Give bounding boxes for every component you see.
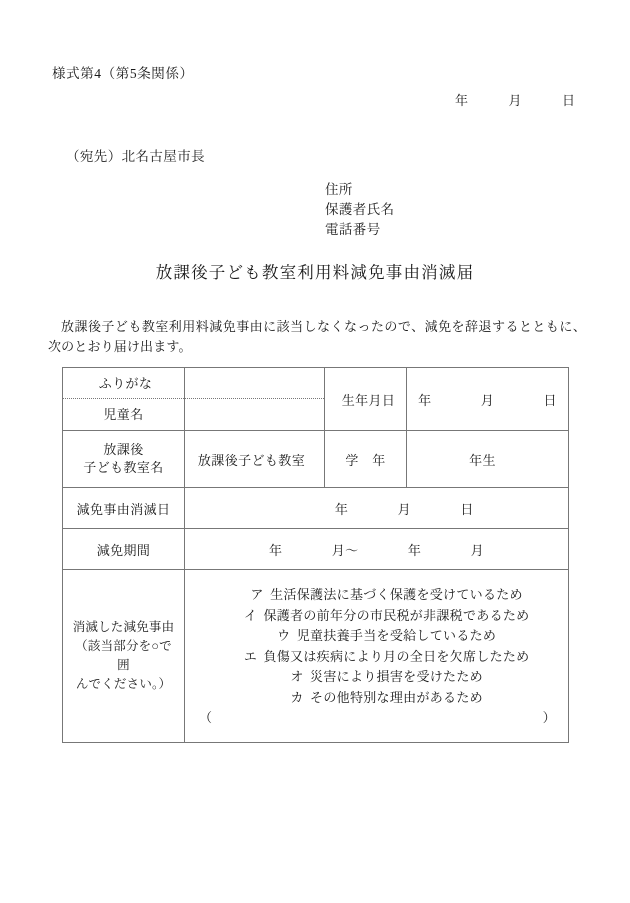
expiry-year-label: 年	[334, 501, 349, 517]
reasons-label-line1: 消滅した減免事由	[72, 620, 175, 634]
period-from-month: 月～	[331, 542, 359, 558]
dob-label: 生年月日	[341, 392, 396, 408]
dob-day-label: 日	[543, 392, 557, 408]
period-to-year: 年	[407, 542, 422, 558]
classroom-value-suffix: 放課後子ども教室	[197, 452, 306, 468]
date-year-label: 年	[455, 93, 469, 108]
expiry-label-cell	[63, 488, 185, 529]
submission-date-line	[455, 90, 575, 109]
phone-label: 電話番号	[325, 222, 381, 237]
dob-year-label: 年	[418, 392, 432, 408]
guardian-name-label: 保護者氏名	[325, 202, 395, 217]
table-row-child	[63, 368, 569, 431]
furigana-label: ふりがな	[63, 368, 184, 399]
reasons-label-line2: （該当部分を○で囲	[75, 639, 172, 672]
period-from-year: 年	[269, 542, 283, 558]
period-to-month: 月	[470, 542, 484, 558]
reasons-label-cell	[63, 570, 185, 743]
free-text-close-paren: ）	[542, 710, 556, 726]
table-row-period	[63, 529, 569, 570]
reason-mark-ka: カ	[290, 689, 304, 705]
expiry-month-label: 月	[397, 501, 412, 517]
page-title: 放課後子ども教室利用料減免事由消滅届	[155, 263, 475, 282]
dob-value-cell[interactable]	[407, 368, 569, 431]
reason-text-ka: その他特別な理由があるため	[310, 689, 483, 705]
intro-paragraph: 放課後子ども教室利用料減免事由に該当しなくなったので、減免を辞退するとともに、次のとおり届け出ます。	[48, 319, 586, 354]
reason-text-i: 保護者の前年分の市民税が非課税であるため	[263, 607, 530, 623]
reasons-list-cell	[185, 570, 569, 743]
reason-text-a: 生活保護法に基づく保護を受けているため	[270, 587, 523, 603]
table-row-reasons	[63, 570, 569, 743]
application-table	[62, 367, 569, 743]
free-text-open-paren: （	[199, 710, 213, 726]
reason-mark-i: イ	[243, 607, 258, 623]
expiry-value-cell[interactable]	[185, 488, 569, 529]
reasons-label-line3: んでください。）	[75, 677, 172, 691]
child-name-input[interactable]	[185, 399, 324, 430]
furigana-input[interactable]	[185, 368, 324, 399]
reason-option-i[interactable]	[185, 606, 568, 627]
grade-unit-label: 年生	[469, 452, 496, 468]
reason-option-ka[interactable]	[185, 688, 568, 709]
expiry-day-label: 日	[460, 501, 474, 517]
reason-option-e[interactable]	[185, 647, 568, 668]
table-row-classroom	[63, 431, 569, 488]
form-number: 様式第4（第5条関係）	[52, 66, 194, 81]
classroom-label-line1: 放課後	[103, 442, 144, 457]
date-month-label: 月	[508, 93, 522, 108]
dob-month-label: 月	[480, 392, 495, 408]
grade-label: 学 年	[345, 452, 386, 468]
reason-mark-u: ウ	[277, 628, 291, 644]
child-name-value-cell[interactable]	[185, 368, 325, 431]
table-row-expiry	[63, 488, 569, 529]
period-value-cell[interactable]	[185, 529, 569, 570]
period-label: 減免期間	[96, 542, 151, 558]
classroom-value-cell[interactable]	[185, 431, 325, 488]
reason-mark-a: ア	[250, 587, 264, 603]
child-name-label-cell	[63, 368, 185, 431]
reason-option-o[interactable]	[185, 667, 568, 688]
period-label-cell	[63, 529, 185, 570]
reason-text-u: 児童扶養手当を受給しているため	[296, 628, 497, 644]
reason-free-text-field[interactable]	[185, 708, 568, 729]
reason-option-a[interactable]	[185, 585, 568, 606]
reason-option-u[interactable]	[185, 626, 568, 647]
date-day-label: 日	[562, 93, 576, 108]
expiry-label: 減免事由消滅日	[76, 501, 171, 517]
address-label: 住所	[325, 182, 353, 197]
reason-text-o: 災害により損害を受けたため	[310, 669, 483, 685]
classroom-label-line2: 子ども教室名	[83, 460, 164, 475]
reason-text-e: 負傷又は疾病により月の全日を欠席したため	[263, 648, 530, 664]
grade-label-cell	[325, 431, 407, 488]
reason-mark-o: オ	[290, 669, 304, 685]
dob-label-cell	[325, 368, 407, 431]
reason-mark-e: エ	[243, 648, 258, 664]
classroom-label-cell	[63, 431, 185, 488]
grade-value-cell[interactable]	[407, 431, 569, 488]
child-name-label: 児童名	[103, 407, 144, 422]
addressee: （宛先）北名古屋市長	[66, 149, 205, 164]
sender-block	[325, 180, 395, 240]
